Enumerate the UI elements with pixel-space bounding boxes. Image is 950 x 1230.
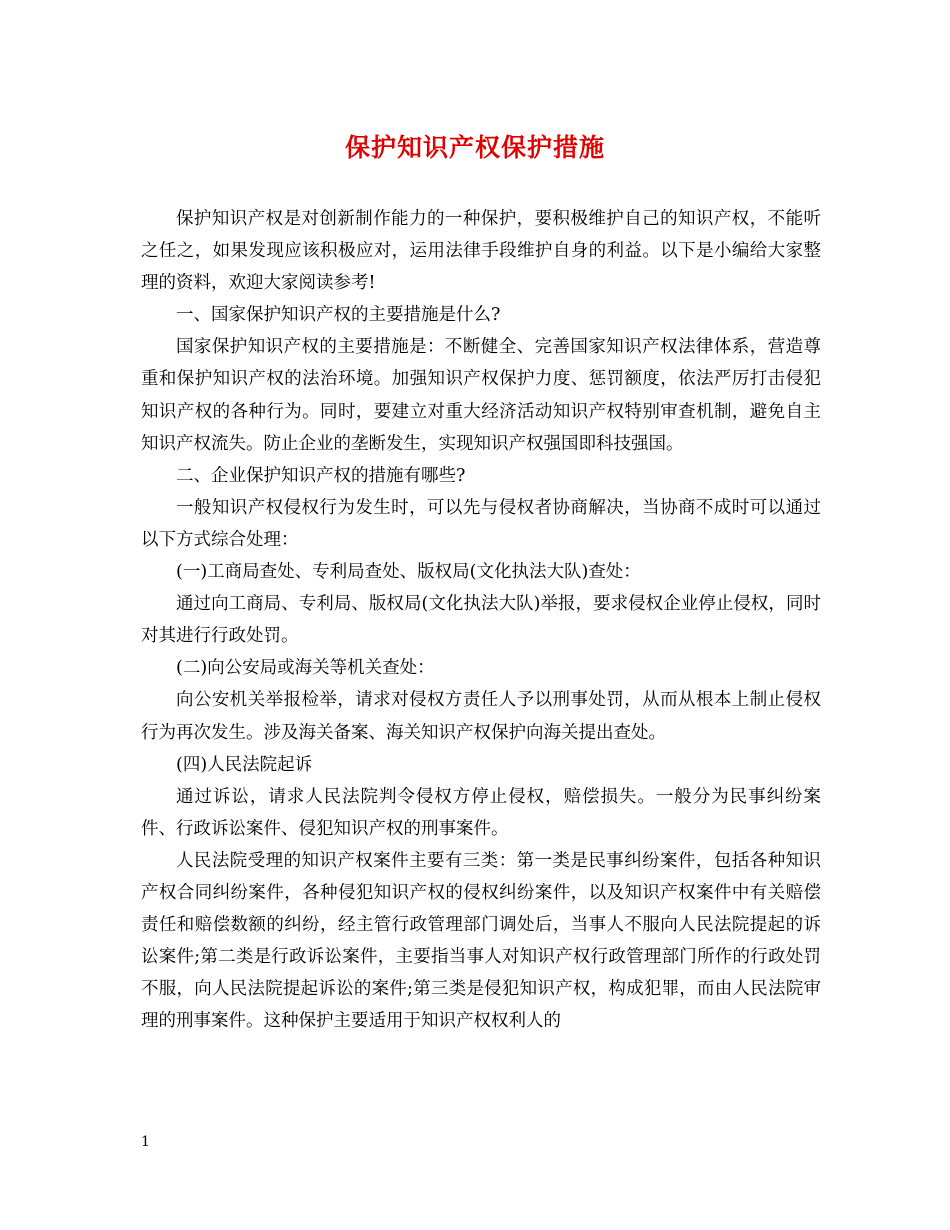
page-number: 1 [141, 1134, 150, 1150]
paragraph-national-measures: 国家保护知识产权的主要措施是：不断健全、完善国家知识产权法律体系，营造尊重和保护知识产权的法治环境。加强知识产权保护力度、惩罚额度，依法严厉打击侵犯知识产权的各种行为。同时，要建立对重大经济活动知识产权特别审查机制，避免自主知识产权流失。防止企业的垄断发生，实现知识产权强国即科技强国。 [141, 337, 821, 454]
paragraph-court-lawsuit: 通过诉讼，请求人民法院判令侵权方停止侵权，赔偿损失。一般分为民事纠纷案件、行政诉讼案件、侵犯知识产权的刑事案件。 [141, 786, 821, 839]
heading-enterprise-measures: 二、企业保护知识产权的措施有哪些? [176, 465, 466, 486]
document-body [141, 203, 821, 1037]
paragraph-intro: 保护知识产权是对创新制作能力的一种保护，要积极维护自己的知识产权，不能听之任之，如果发现应该积极应对，运用法律手段维护自身的利益。以下是小编给大家整理的资料，欢迎大家阅读参考! [141, 209, 821, 294]
heading-national-measures: 一、国家保护知识产权的主要措施是什么? [176, 305, 501, 326]
subheading-admin-handling: (一)工商局查处、专利局查处、版权局(文化执法大队)查处： [176, 562, 641, 583]
paragraph-admin-handling: 通过向工商局、专利局、版权局(文化执法大队)举报，要求侵权企业停止侵权，同时对其进行行政处罚。 [141, 594, 821, 647]
document-title: 保护知识产权保护措施 [344, 133, 605, 162]
subheading-police-customs: (二)向公安局或海关等机关查处： [176, 658, 435, 679]
paragraph-enterprise-intro: 一般知识产权侵权行为发生时，可以先与侵权者协商解决，当协商不成时可以通过以下方式综合处理： [141, 497, 821, 550]
paragraph-police-customs: 向公安机关举报检举，请求对侵权方责任人予以刑事处罚，从而从根本上制止侵权行为再次发生。涉及海关备案、海关知识产权保护向海关提出查处。 [141, 690, 821, 743]
paragraph-court-case-types: 人民法院受理的知识产权案件主要有三类：第一类是民事纠纷案件，包括各种知识产权合同纠纷案件，各种侵犯知识产权的侵权纠纷案件，以及知识产权案件中有关赔偿责任和赔偿数额的纠纷，经主管行政管理部门调处后，当事人不服向人民法院提起的诉讼案件;第二类是行政诉讼案件，主要指当事人对知识产权行政管理部门所作的行政处罚不服，向人民法院提起诉讼的案件;第三类是侵犯知识产权，构成犯罪，而由人民法院审理的刑事案件。这种保护主要适用于知识产权权利人的 [141, 850, 821, 1032]
subheading-court-lawsuit: (四)人民法院起诉 [176, 754, 313, 775]
